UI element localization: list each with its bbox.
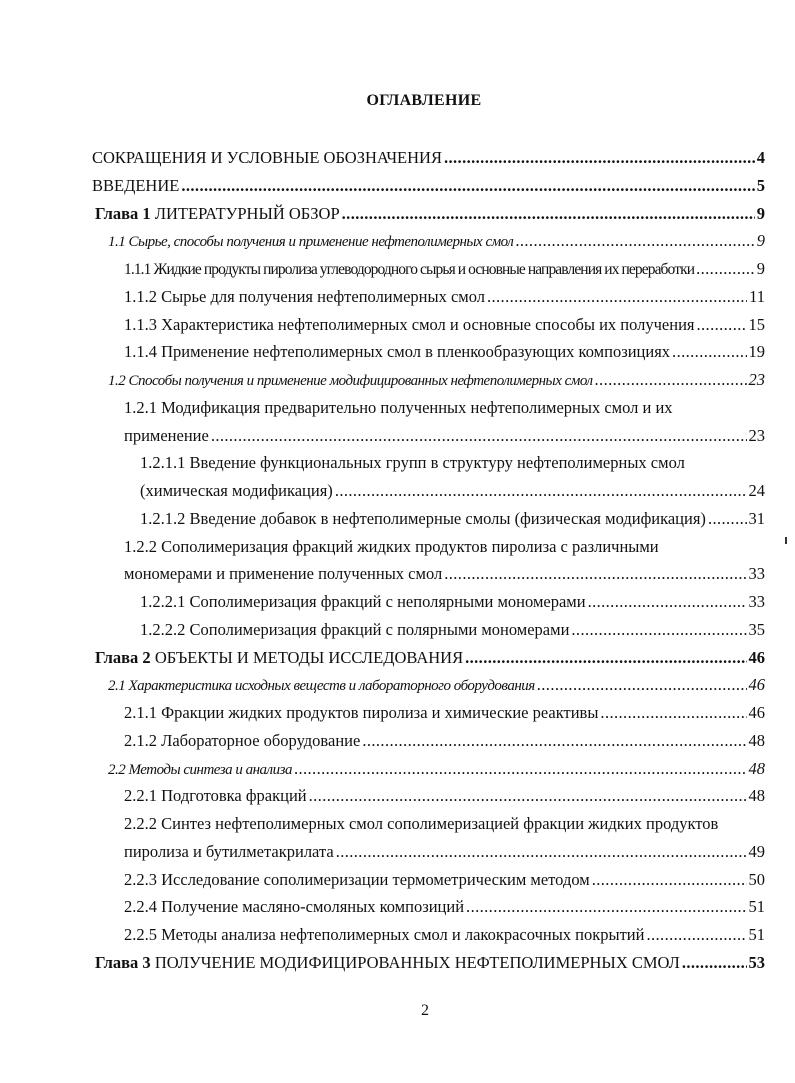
toc-entry[interactable] [124, 813, 765, 835]
toc-page-number: 5 [756, 175, 765, 195]
dot-leader [592, 869, 747, 891]
dot-leader [672, 341, 746, 363]
dot-leader [294, 758, 747, 780]
toc-entry[interactable] [92, 147, 765, 169]
dot-leader [595, 369, 747, 391]
dot-leader [537, 674, 747, 696]
toc-page-number: 23 [748, 370, 765, 389]
toc-entry-title: 2.2.4 Получение масляно-смоляных композиций [124, 897, 465, 917]
toc-entry-title: 2.1.2 Лабораторное оборудование [124, 730, 361, 750]
toc-entry[interactable] [124, 314, 765, 336]
toc-entry-title: ПОЛУЧЕНИЕ МОДИФИЦИРОВАННЫХ НЕФТЕПОЛИМЕРНЫХ СМОЛ [154, 952, 680, 972]
toc-entry[interactable] [140, 480, 765, 502]
toc-page-number: 53 [748, 952, 765, 972]
toc-page-number: 49 [748, 841, 765, 861]
toc-entry-title: 1.2.1.1 Введение функциональных групп в структуру нефтеполимерных смол [140, 453, 685, 473]
toc-entry-title: 2.2.5 Методы анализа нефтеполимерных смол и лакокрасочных покрытий [124, 925, 645, 944]
toc-entry-title: пиролиза и бутилметакрилата [124, 841, 334, 861]
dot-leader [571, 619, 746, 641]
toc-entry[interactable] [124, 341, 765, 363]
dot-leader [309, 785, 747, 807]
dot-leader [697, 314, 747, 336]
toc-entry[interactable] [140, 452, 765, 474]
toc-entry-title: 2.1 Характеристика исходных веществ и лабораторного оборудования [108, 678, 535, 695]
dot-leader [696, 258, 755, 280]
dot-leader [487, 286, 747, 308]
toc-entry[interactable] [124, 785, 765, 807]
toc-entry[interactable] [124, 841, 765, 863]
toc-entry[interactable] [124, 258, 765, 280]
toc-entry[interactable] [108, 230, 765, 252]
toc-entry-title: 1.2.2.1 Сополимеризация фракций с неполярными мономерами [140, 592, 586, 611]
page-title: ОГЛАВЛЕНИЕ [366, 92, 482, 109]
dot-leader [181, 175, 754, 197]
toc-entry[interactable] [95, 952, 765, 974]
toc-entry-title: 1.2 Способы получения и применение модифицированных нефтеполимерных смол [108, 373, 593, 389]
toc-entry[interactable] [124, 924, 765, 946]
toc-entry-title: ОБЪЕКТЫ И МЕТОДЫ ИССЛЕДОВАНИЯ [154, 647, 464, 667]
toc-page-number: 23 [748, 425, 765, 445]
scan-mark [785, 537, 787, 544]
toc-page-number: 46 [748, 703, 765, 722]
toc-page-number: 50 [748, 869, 765, 889]
dot-leader [335, 480, 747, 502]
toc-entry[interactable] [124, 702, 765, 724]
toc-entry-title: 2.2.1 Подготовка фракций [124, 786, 307, 806]
toc-entry[interactable] [124, 869, 765, 891]
dot-leader [515, 230, 754, 252]
toc-page-number: 48 [748, 758, 765, 778]
toc-entry[interactable] [124, 286, 765, 308]
toc-entry[interactable] [108, 758, 765, 780]
toc-entry[interactable] [108, 369, 765, 391]
toc-page-number: 46 [748, 647, 765, 667]
toc-entry-title: 2.2.3 Исследование сополимеризации термометрическим методом [124, 869, 590, 889]
toc-entry-title: 1.2.2 Сополимеризация фракций жидких продуктов пиролиза с различными [124, 536, 659, 556]
dot-leader [682, 952, 747, 974]
toc-page-number: 15 [748, 314, 765, 334]
toc-entry[interactable] [95, 203, 765, 225]
toc-entry-title: ВВЕДЕНИЕ [92, 175, 180, 195]
dot-leader [708, 508, 747, 530]
toc-entry[interactable] [95, 647, 765, 669]
toc-entry-title: 1.2.2.2 Сополимеризация фракций с полярными мономерами [140, 619, 570, 639]
toc-page-number: 11 [749, 286, 765, 306]
toc-page-number: 51 [748, 925, 765, 944]
toc-entry-title: 2.1.1 Фракции жидких продуктов пиролиза и химические реактивы [124, 703, 599, 722]
dot-leader [465, 647, 746, 669]
toc-entry-title: 1.1.2 Сырье для получения нефтеполимерных смол [124, 286, 485, 306]
toc-entry-title: 1.2.1 Модификация предварительно полученных нефтеполимерных смол и их [124, 397, 673, 417]
dot-leader [646, 924, 746, 946]
page-number: 2 [421, 1002, 429, 1019]
chapter-label: Глава 3 [95, 952, 151, 972]
toc-entry[interactable] [140, 591, 765, 613]
toc-page-number: 9 [756, 231, 765, 251]
toc-entry-title: 1.2.1.2 Введение добавок в нефтеполимерные смолы (физическая модификация) [140, 508, 706, 528]
toc-page-number: 9 [756, 203, 765, 223]
toc-entry-title: применение [124, 425, 209, 445]
toc-page-number: 24 [748, 481, 765, 500]
toc-page-number: 48 [748, 786, 765, 806]
dot-leader [342, 203, 755, 225]
toc-entry[interactable] [140, 508, 765, 530]
dot-leader [588, 591, 747, 613]
toc-page-number: 31 [748, 508, 765, 528]
dot-leader [336, 841, 747, 863]
toc-page-number: 33 [748, 592, 765, 611]
toc-page-number: 4 [756, 148, 765, 167]
toc-entry[interactable] [124, 896, 765, 918]
toc-entry-title: 2.2 Методы синтеза и анализа [108, 761, 292, 778]
chapter-label: Глава 2 [95, 647, 151, 667]
dot-leader [444, 147, 755, 169]
toc-entry-title: 1.1.1 Жидкие продукты пиролиза углеводородного сырья и основные направления их переработки [124, 261, 695, 278]
toc-page-number: 51 [748, 897, 765, 917]
toc-entry-title: 1.1.3 Характеристика нефтеполимерных смол и основные способы их получения [124, 314, 695, 334]
toc-entry[interactable] [124, 563, 765, 585]
toc-page-number: 46 [748, 675, 765, 695]
toc-entry-title: 1.1 Сырье, способы получения и применение нефтеполимерных смол [108, 234, 514, 251]
toc-entry[interactable] [140, 619, 765, 641]
toc-entry[interactable] [124, 730, 765, 752]
toc-entry[interactable] [124, 536, 765, 558]
toc-entry-title: 1.1.4 Применение нефтеполимерных смол в пленкообразующих композициях [124, 342, 671, 362]
toc-page-number: 33 [748, 564, 765, 584]
toc-entry[interactable] [92, 175, 765, 197]
toc-entry[interactable] [124, 425, 765, 447]
dot-leader [466, 896, 746, 918]
toc-entry-title: (химическая модификация) [140, 481, 333, 500]
dot-leader [444, 563, 746, 585]
dot-leader [362, 730, 746, 752]
toc-entry-title: мономерами и применение полученных смол [124, 564, 443, 584]
toc-entry-title: ЛИТЕРАТУРНЫЙ ОБЗОР [154, 203, 340, 223]
toc-page-number: 19 [748, 342, 765, 362]
chapter-label: Глава 1 [95, 203, 151, 223]
dot-leader [600, 702, 746, 724]
toc-page-number: 9 [756, 259, 765, 278]
toc-page-number: 48 [748, 730, 765, 750]
toc-entry[interactable] [124, 397, 765, 419]
dot-leader [211, 425, 747, 447]
toc-entry-title: СОКРАЩЕНИЯ И УСЛОВНЫЕ ОБОЗНАЧЕНИЯ [92, 148, 442, 167]
toc-entry-title: 2.2.2 Синтез нефтеполимерных смол сополимеризацией фракции жидких продуктов [124, 814, 719, 833]
toc-page-number: 35 [748, 619, 765, 639]
toc-entry[interactable] [108, 674, 765, 696]
